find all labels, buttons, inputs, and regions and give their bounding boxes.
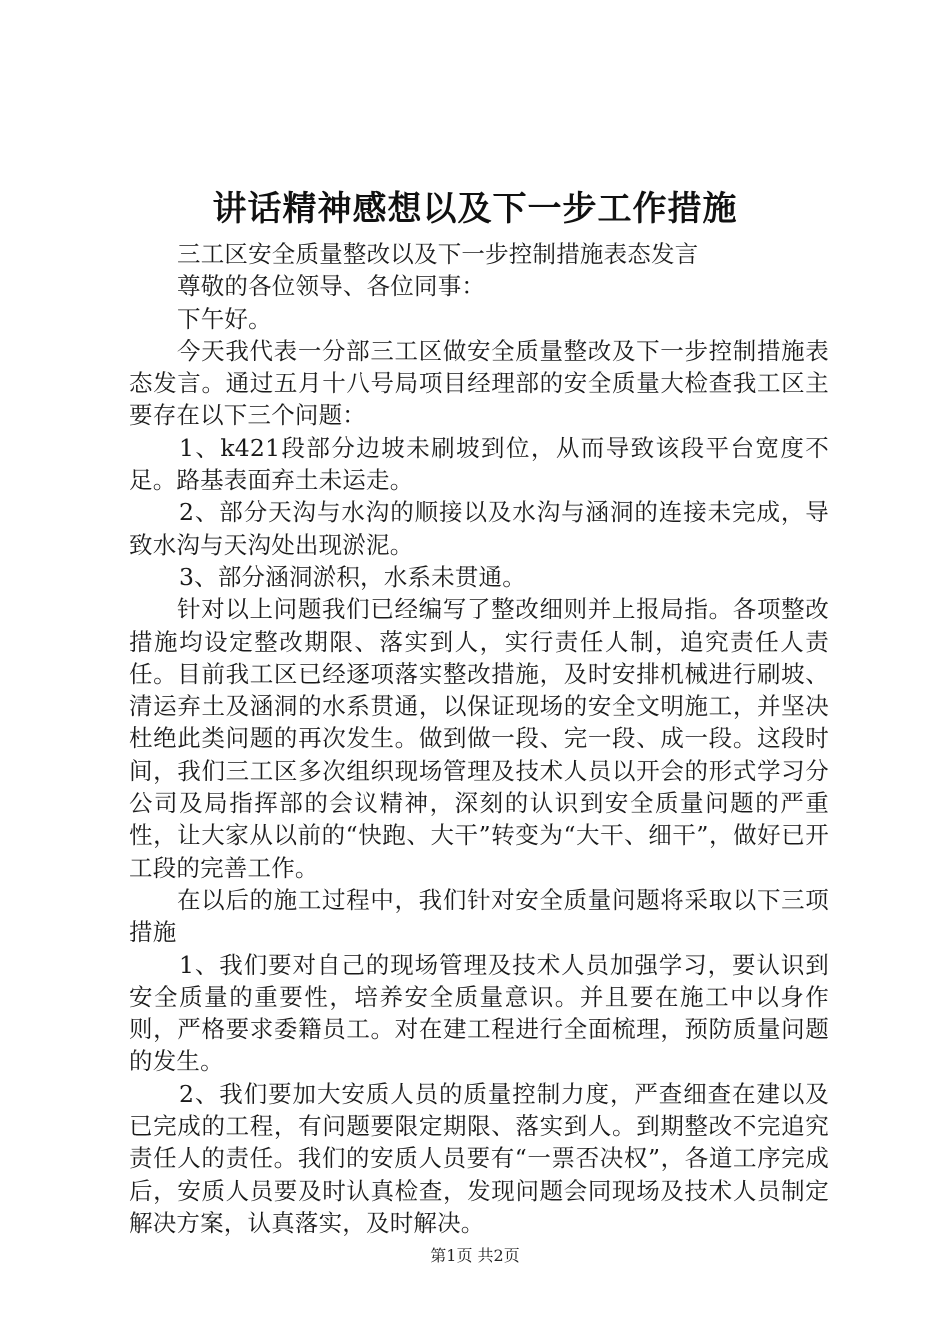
document-body bbox=[129, 238, 829, 1239]
paragraph-subtitle: 三工区安全质量整改以及下一步控制措施表态发言 bbox=[177, 240, 699, 268]
paragraph-rectification: 针对以上问题我们已经编写了整改细则并上报局指。各项整改措施均设定整改期限、落实到人，实行责任人制，追究责任人责任。目前我工区已经逐项落实整改措施，及时安排机械进行刷坡、清运弃土及涵洞的水系贯通，以保证现场的安全文明施工，并坚决杜绝此类问题的再次发生。做到做一段、完一段、成一段。这段时间，我们三工区多次组织现场管理及技术人员以开会的形式学习分公司及局指挥部的会议精神，深刻的认识到安全质量问题的严重性，让大家从以前的“快跑、大干”转变为“大干、细干”，做好已开工段的完善工作。 bbox=[129, 595, 829, 882]
paragraph-salutation: 尊敬的各位领导、各位同事： bbox=[177, 272, 486, 301]
paragraph-measure-1: 1、我们要对自己的现场管理及技术人员加强学习，要认识到安全质量的重要性，培养安全质量意识。并且要在施工中以身作则，严格要求委籍员工。对在建工程进行全面梳理，预防质量问题的发生。 bbox=[129, 950, 829, 1076]
document-title: 讲话精神感想以及下一步工作措施 bbox=[212, 189, 738, 229]
paragraph-intro: 今天我代表一分部三工区做安全质量整改及下一步控制措施表态发言。通过五月十八号局项目经理部的安全质量大检查我工区主要存在以下三个问题： bbox=[129, 336, 829, 430]
paragraph-problem-2: 2、部分天沟与水沟的顺接以及水沟与涵洞的连接未完成，导致水沟与天沟处出现淤泥。 bbox=[129, 498, 829, 559]
paragraph-problem-3: 3、部分涵洞淤积，水系未贯通。 bbox=[179, 562, 526, 591]
paragraph-problem-1: 1、k421段部分边坡未刷坡到位，从而导致该段平台宽度不足。路基表面弃土未运走。 bbox=[129, 433, 829, 495]
page-footer: 第1页 共2页 bbox=[430, 1246, 520, 1265]
paragraph-measures-intro: 在以后的施工过程中，我们针对安全质量问题将采取以下三项措施 bbox=[129, 885, 829, 947]
paragraph-greeting: 下午好。 bbox=[177, 304, 272, 333]
paragraph-measure-2: 2、我们要加大安质人员的质量控制力度，严查细查在建以及已完成的工程，有问题要限定期限、落实到人。到期整改不完追究责任人的责任。我们的安质人员要有“一票否决权”，各道工序完成后，安质人员要及时认真检查，发现问题会同现场及技术人员制定解决方案，认真落实，及时解决。 bbox=[129, 1079, 829, 1237]
